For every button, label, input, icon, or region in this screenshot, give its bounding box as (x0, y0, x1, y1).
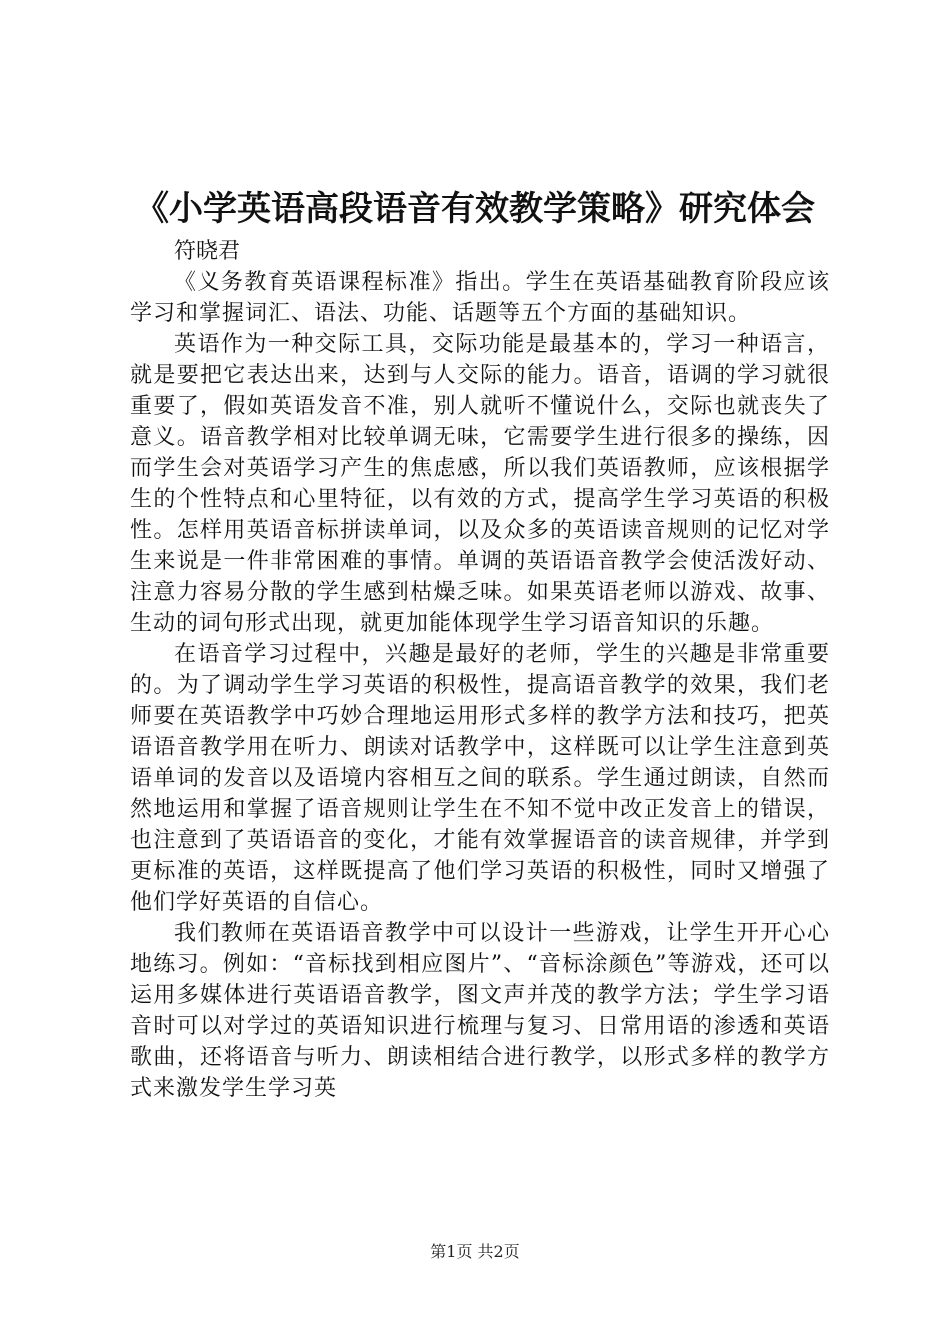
paragraph-1: 《义务教育英语课程标准》指出。学生在英语基础教育阶段应该学习和掌握词汇、语法、功能、话题等五个方面的基础知识。 (130, 270, 830, 326)
page-number-footer: 第1页 共2页 (430, 1242, 520, 1261)
document-body (130, 236, 830, 1104)
paragraph-4: 我们教师在英语语音教学中可以设计一些游戏，让学生开开心心地练习。例如：“音标找到相应图片”、“音标涂颜色”等游戏，还可以运用多媒体进行英语语音教学，图文声并茂的教学方法；学生学习语音时可以对学过的英语知识进行梳理与复习、日常用语的渗透和英语歌曲，还将语音与听力、朗读相结合进行教学，以形式多样的教学方式来激发学生学习英 (130, 921, 830, 1101)
paragraph-2: 英语作为一种交际工具，交际功能是最基本的，学习一种语言，就是要把它表达出来，达到与人交际的能力。语音，语调的学习就很重要了，假如英语发音不准，别人就听不懂说什么，交际也就丧失了意义。语音教学相对比较单调无味，它需要学生进行很多的操练，因而学生会对英语学习产生的焦虑感，所以我们英语教师，应该根据学生的个性特点和心里特征，以有效的方式，提高学生学习英语的积极性。怎样用英语音标拼读单词，以及众多的英语读音规则的记忆对学生来说是一件非常困难的事情。单调的英语语音教学会使活泼好动、注意力容易分散的学生感到枯燥乏味。如果英语老师以游戏、故事、生动的词句形式出现，就更加能体现学生学习语音知识的乐趣。 (130, 332, 830, 636)
author-name: 符晓君 (174, 239, 241, 264)
paragraph-3: 在语音学习过程中，兴趣是最好的老师，学生的兴趣是非常重要的。为了调动学生学习英语的积极性，提高语音教学的效果，我们老师要在英语教学中巧妙合理地运用形式多样的教学方法和技巧，把英语语音教学用在听力、朗读对话教学中，这样既可以让学生注意到英语单词的发音以及语境内容相互之间的联系。学生通过朗读，自然而然地运用和掌握了语音规则让学生在不知不觉中改正发音上的错误，也注意到了英语语音的变化，才能有效掌握语音的读音规律，并学到更标准的英语，这样既提高了他们学习英语的积极性，同时又增强了他们学好英语的自信心。 (130, 642, 830, 915)
document-title: 《小学英语高段语音有效教学策略》研究体会 (135, 189, 815, 229)
